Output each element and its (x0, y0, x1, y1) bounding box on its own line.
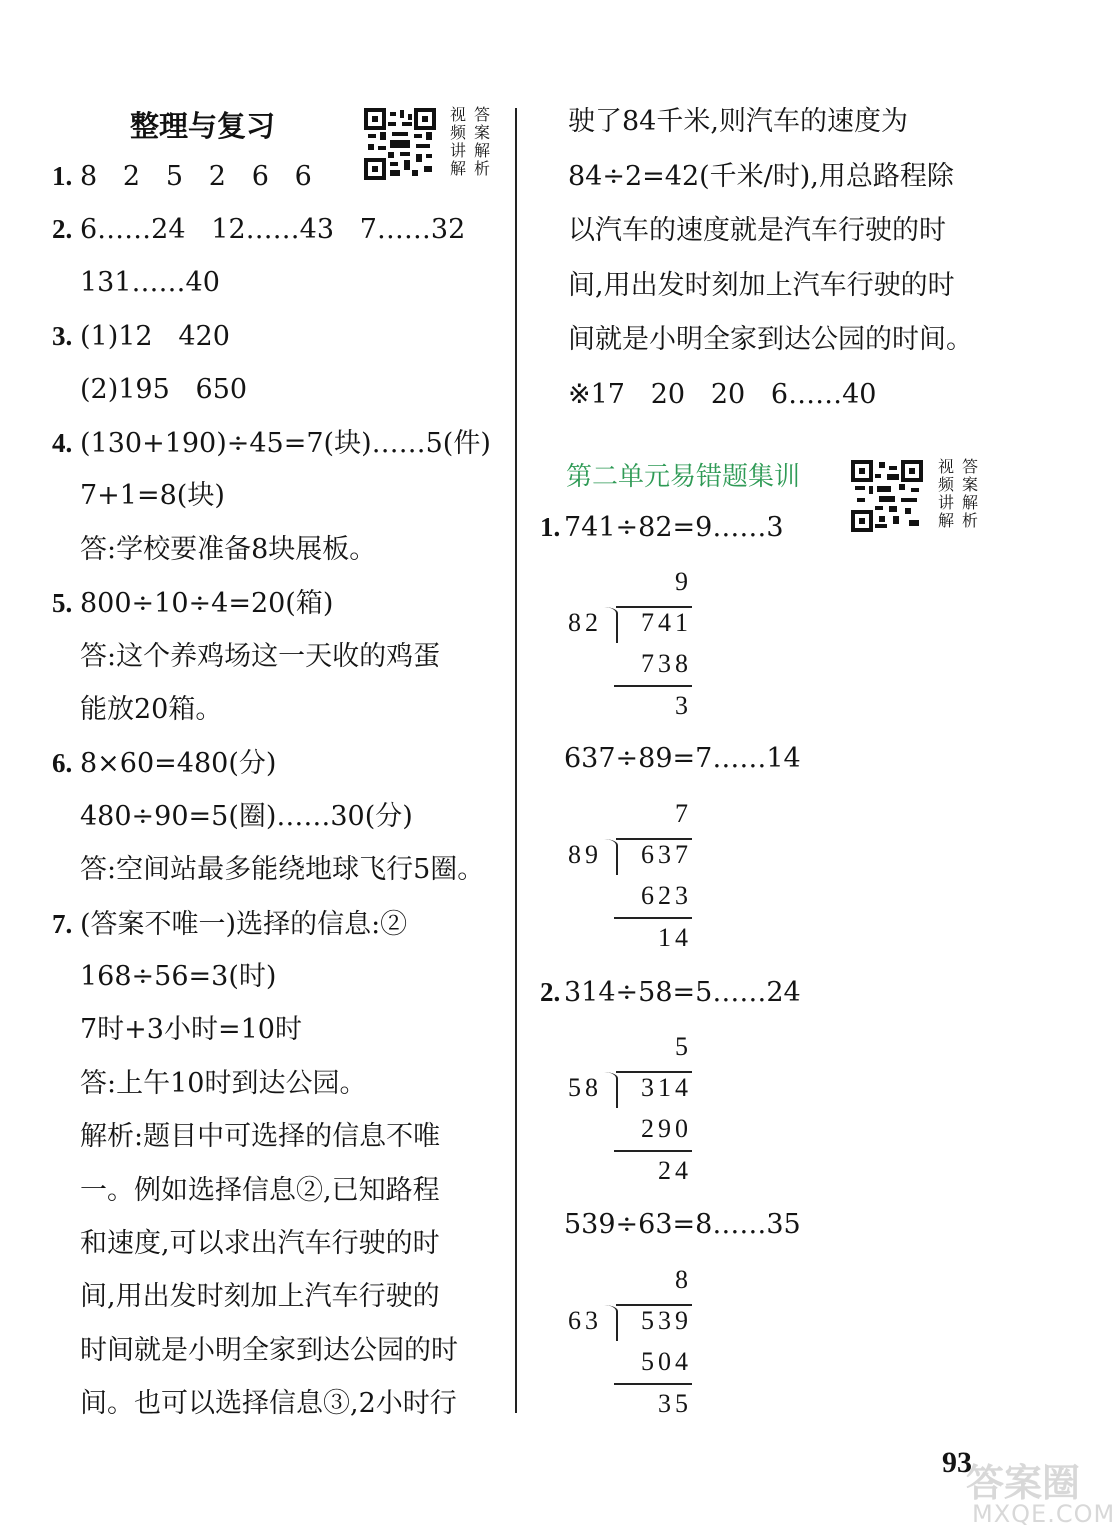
item-number: 4. (52, 428, 73, 458)
remainder: 14 (658, 923, 692, 952)
continued-line: 间,用出发时刻加上汽车行驶的时 (568, 269, 955, 301)
answer-line (52, 480, 225, 512)
section-title-unit2: 第二单元易错题集训 (566, 462, 801, 492)
answer-line (52, 1068, 366, 1100)
item-number: 6. (52, 748, 73, 779)
division-bracket (604, 839, 618, 875)
answer-line (52, 534, 376, 566)
item-number: 2. (52, 214, 73, 245)
answer-line (52, 1121, 440, 1153)
answer-line (52, 587, 333, 620)
answer-text: 答:这个养鸡场这一天收的鸡蛋 (80, 640, 441, 672)
answer-line (52, 267, 220, 299)
item-number: 2. (540, 977, 561, 1007)
answer-text: 800÷10÷4=20(箱) (80, 588, 334, 620)
problem-equation (540, 743, 801, 775)
product: 504 (641, 1347, 692, 1376)
answer-text: 答:空间站最多能绕地球飞行5圈。 (80, 854, 485, 886)
division-bracket (604, 1305, 618, 1341)
quotient: 8 (675, 1265, 692, 1294)
continued-line: 驶了84千米,则汽车的速度为 (568, 106, 908, 137)
subtraction-line (614, 1150, 692, 1152)
answer-line (52, 1388, 457, 1420)
item-number: 1. (540, 512, 561, 542)
answer-text: 能放20箱。 (80, 694, 223, 725)
answer-line (52, 1281, 440, 1313)
answer-text: 6……24 12……43 7……32 (80, 214, 466, 246)
problem-equation (540, 976, 801, 1009)
qr-caption: 视 答 频 案 讲 解 解 析 (449, 105, 490, 178)
item-number: 3. (52, 321, 73, 352)
remainder: 3 (675, 691, 692, 720)
answer-text: 时间就是小明全家到达公园的时 (80, 1334, 458, 1366)
answer-line (52, 1335, 458, 1367)
answer-line (52, 1228, 440, 1260)
answer-line (52, 160, 312, 193)
quotient: 9 (675, 567, 692, 596)
qr-caption: 视 答 频 案 讲 解 解 析 (937, 457, 978, 530)
answer-line (52, 1014, 302, 1046)
divisor: 89 (568, 840, 602, 869)
continued-line: 84÷2=42(千米/时),用总路程除 (568, 160, 954, 192)
answer-line (52, 961, 276, 993)
answer-text: (答案不唯一)选择的信息:② (80, 908, 408, 940)
answer-text: 8 2 5 2 6 6 (80, 161, 312, 192)
answer-line (52, 747, 276, 780)
continued-line: ※17 20 20 6……40 (568, 378, 877, 410)
equation-text: 539÷63=8……35 (564, 1209, 801, 1240)
page-number: 93 (942, 1446, 972, 1479)
answer-text: (1)12 420 (80, 321, 230, 353)
answer-text: 答:学校要准备8块展板。 (80, 533, 377, 565)
division-bracket (604, 607, 618, 643)
product: 290 (641, 1114, 692, 1143)
answer-text: 168÷56=3(时) (80, 961, 277, 992)
divisor: 63 (568, 1306, 602, 1335)
subtraction-line (614, 917, 692, 919)
item-number: 5. (52, 588, 73, 619)
section-heading-review: 整理与复习 (130, 109, 276, 143)
product: 738 (641, 649, 692, 678)
qr-code-icon[interactable] (851, 460, 923, 532)
dividend: 314 (641, 1073, 692, 1102)
division-bracket (604, 1072, 618, 1108)
subtraction-line (614, 685, 692, 687)
answer-text: 和速度,可以求出汽车行驶的时 (80, 1228, 440, 1259)
remainder: 35 (658, 1389, 692, 1418)
divisor: 58 (568, 1073, 602, 1102)
answer-line (52, 1175, 440, 1207)
dividend: 741 (641, 608, 692, 637)
quotient: 7 (675, 799, 692, 828)
answer-line (52, 801, 413, 833)
product: 623 (641, 881, 692, 910)
answer-text: 8×60=480(分) (80, 748, 277, 780)
equation-text: 314÷58=5……24 (564, 977, 801, 1008)
divisor: 82 (568, 608, 602, 637)
item-number: 7. (52, 908, 73, 939)
equation-text: 637÷89=7……14 (564, 743, 801, 774)
answer-text: 131……40 (80, 266, 220, 298)
dividend: 539 (641, 1306, 692, 1335)
answer-text: 解析:题目中可选择的信息不唯 (80, 1121, 441, 1153)
subtraction-line (614, 1383, 692, 1385)
answer-line (52, 374, 247, 406)
answer-text: (130+190)÷45=7(块)……5(件) (80, 428, 491, 459)
item-number: 1. (52, 161, 73, 191)
dividend: 637 (641, 840, 692, 869)
watermark-url: MXQE.COM (972, 1500, 1115, 1528)
answer-text: 间,用出发时刻加上汽车行驶的 (80, 1281, 440, 1313)
answer-line (52, 854, 484, 886)
answer-text: (2)195 650 (80, 373, 248, 405)
answer-text: 7+1=8(块) (80, 480, 225, 512)
quotient: 5 (675, 1032, 692, 1061)
continued-line: 间就是小明全家到达公园的时间。 (568, 324, 973, 355)
answer-line (52, 427, 491, 460)
answer-line (52, 694, 222, 726)
answer-text: 一。例如选择信息②,已知路程 (80, 1174, 440, 1206)
watermark-logo: 答案圈 (966, 1461, 1081, 1505)
answer-line (52, 641, 440, 673)
answer-line (52, 213, 465, 246)
answer-line (52, 320, 230, 353)
qr-code-icon[interactable] (364, 108, 436, 180)
problem-equation (540, 511, 784, 544)
answer-text: 间。也可以选择信息③,2小时行 (80, 1388, 457, 1420)
problem-equation (540, 1209, 801, 1241)
continued-line: 以汽车的速度就是汽车行驶的时 (568, 215, 946, 246)
answer-text: 答:上午10时到达公园。 (80, 1067, 367, 1099)
column-divider (515, 108, 517, 1413)
remainder: 24 (658, 1156, 692, 1185)
answer-text: 7时+3小时=10时 (80, 1014, 302, 1046)
equation-text: 741÷82=9……3 (564, 512, 784, 543)
answer-line (52, 908, 407, 941)
answer-text: 480÷90=5(圈)……30(分) (80, 800, 413, 832)
